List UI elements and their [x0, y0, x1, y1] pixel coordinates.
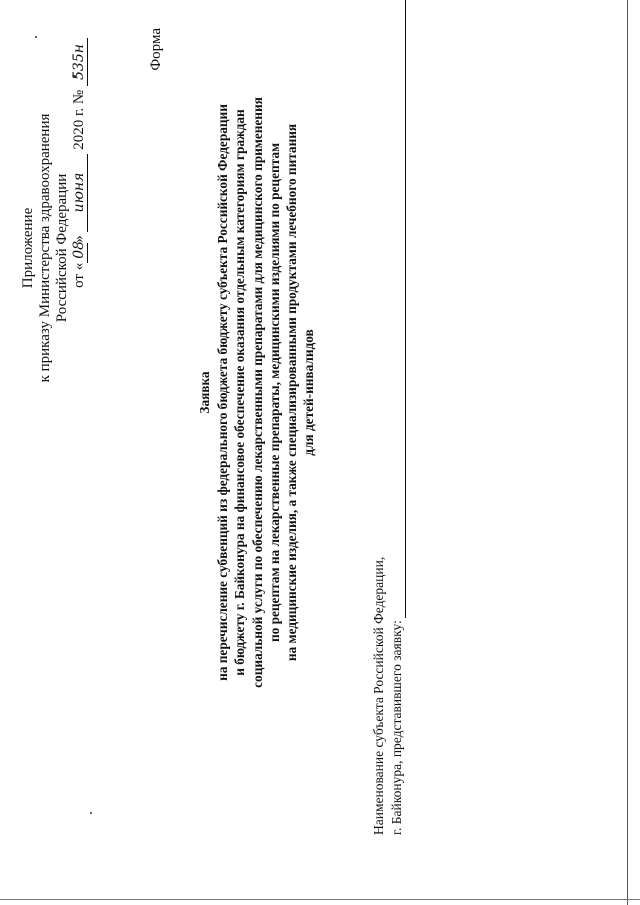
- title-line: и бюджету г. Байконура на финансовое обеспечение оказания отдельным категориям граждан: [232, 109, 248, 676]
- title-line: на медицинские изделия, а также специализированными продуктами лечебного питания: [284, 123, 300, 662]
- handwritten-day: 08: [72, 243, 88, 263]
- subject-name-section: [370, 0, 406, 835]
- document-title-block: [196, 60, 317, 725]
- form-label: Форма: [148, 28, 164, 71]
- subject-name-label-line1: Наименование субъекта Российской Федерации,: [371, 556, 386, 835]
- federation-label: Российской Федерации: [54, 173, 70, 323]
- handwritten-order-number: 535н: [72, 38, 88, 86]
- appendix-label: Приложение: [20, 207, 36, 289]
- order-date-line: [71, 38, 88, 458]
- date-close-quote: »: [71, 235, 87, 243]
- title-line: по рецептам на лекарственные препараты, медицинскими изделиями по рецептам: [266, 142, 282, 643]
- subject-name-fill-line[interactable]: [390, 0, 406, 618]
- subject-name-label-line2: г. Байконура, представившего заявку:: [389, 620, 404, 835]
- title-line: для детей-инвалидов: [301, 329, 317, 456]
- appendix-header: [20, 38, 88, 458]
- subject-name-row: [388, 0, 406, 835]
- handwritten-month: июня: [72, 154, 88, 232]
- date-prefix: от «: [71, 262, 87, 288]
- title-line: социальной услуги по обеспечению лекарственными препаратами для медицинского применения: [249, 97, 265, 688]
- title-line: на перечисление субвенций из федерального бюджета бюджету субъекта Российской Федерации: [215, 104, 231, 681]
- document-title: Заявка: [197, 371, 212, 414]
- order-reference: к приказу Министерства здравоохранения: [37, 113, 53, 383]
- year-and-number-label: 2020 г. №: [71, 89, 87, 150]
